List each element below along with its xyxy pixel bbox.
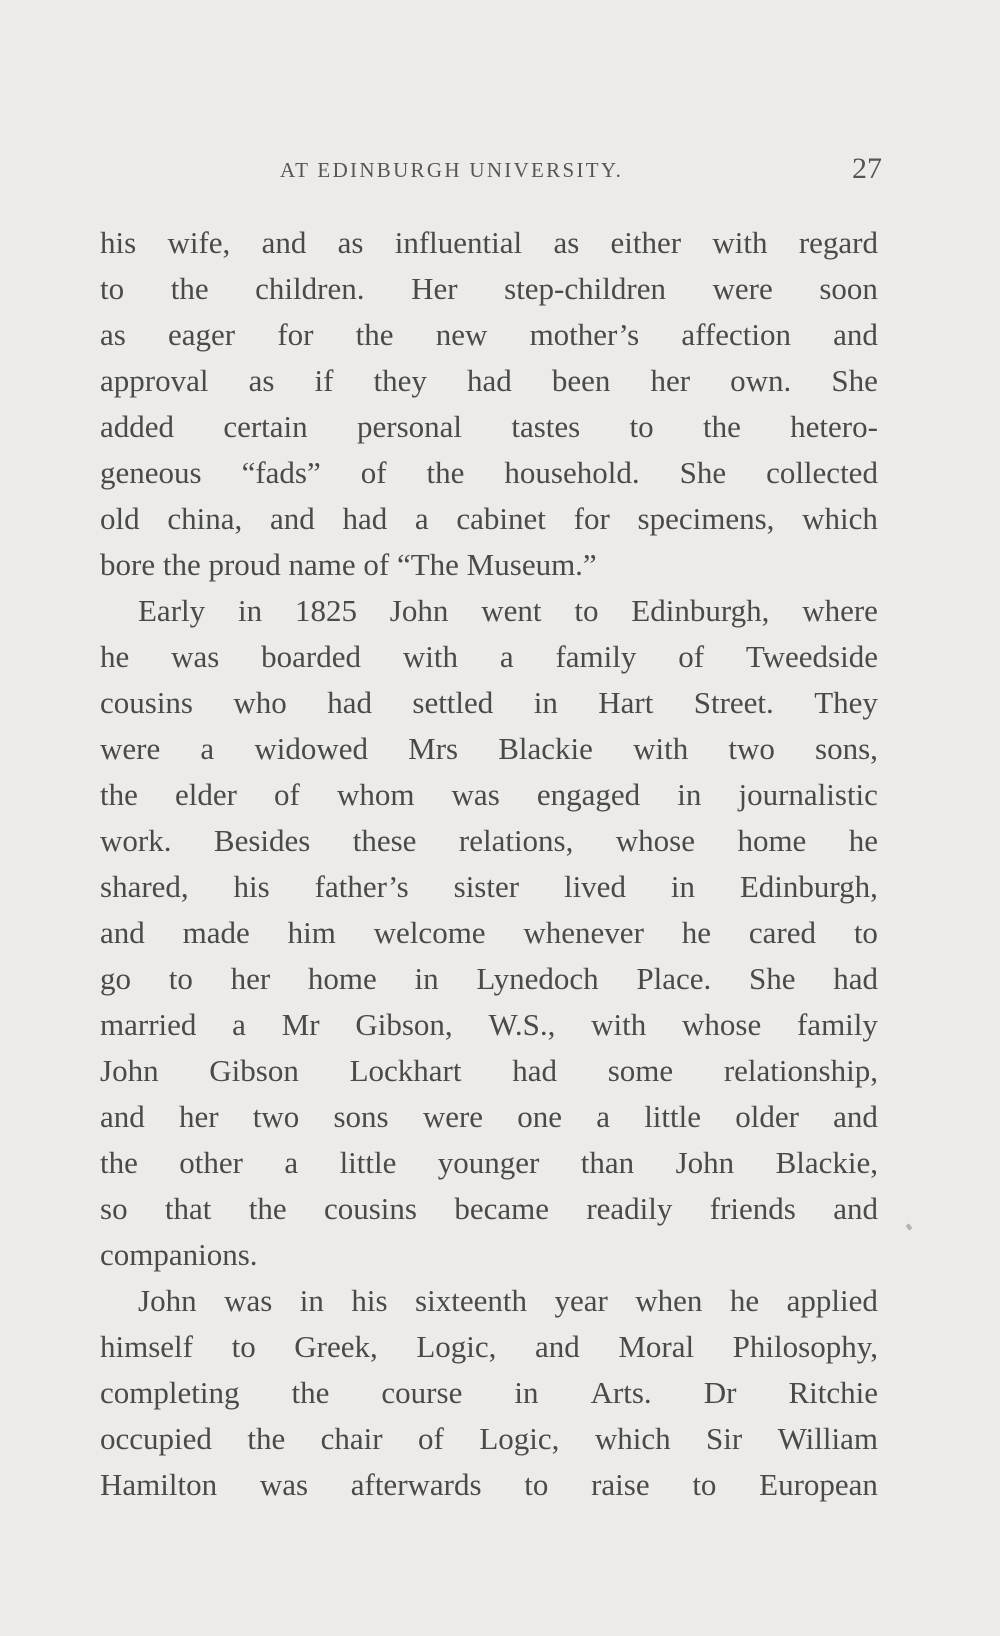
text-line — [100, 312, 878, 358]
word: to — [168, 961, 193, 996]
word: to — [574, 593, 599, 628]
text-line — [100, 588, 878, 634]
word: the — [291, 1375, 330, 1410]
text-line — [100, 864, 878, 910]
word: mother’s — [529, 317, 640, 352]
word: had — [466, 363, 512, 398]
word: other — [179, 1145, 243, 1180]
word: hetero- — [790, 409, 878, 444]
text-line — [100, 680, 878, 726]
word: W.S., — [488, 1007, 556, 1042]
text-line — [100, 772, 878, 818]
word: certain — [223, 409, 308, 444]
text-line — [100, 1462, 878, 1508]
text-line — [100, 634, 878, 680]
word: family — [796, 1007, 878, 1042]
word: the — [426, 455, 465, 490]
word: Hamilton — [100, 1467, 218, 1502]
word: Sir — [706, 1421, 743, 1456]
word: and — [833, 1099, 878, 1134]
word: William — [777, 1421, 878, 1456]
word: his — [351, 1283, 388, 1318]
word: regard — [798, 225, 878, 260]
word: welcome — [373, 915, 486, 950]
word: and — [100, 915, 145, 950]
word: whenever — [523, 915, 644, 950]
word: for — [573, 501, 610, 536]
word: She — [749, 961, 796, 996]
word: had — [512, 1053, 557, 1088]
word: was — [224, 1283, 273, 1318]
word: sixteenth — [415, 1283, 527, 1318]
word: home — [307, 961, 377, 996]
word: Edinburgh, — [739, 869, 878, 904]
word: lived — [563, 869, 626, 904]
word: completing — [100, 1375, 240, 1410]
word: Besides — [213, 823, 311, 858]
word: some — [607, 1053, 674, 1088]
word: Blackie — [498, 731, 593, 766]
word: his — [233, 869, 270, 904]
word: cared — [748, 915, 816, 950]
word: engaged — [536, 777, 641, 812]
word: her — [178, 1099, 219, 1134]
word: cabinet — [456, 501, 546, 536]
word: Blackie, — [775, 1145, 878, 1180]
word: himself — [100, 1329, 193, 1364]
word: added — [100, 409, 175, 444]
word: John — [389, 593, 449, 628]
word: afterwards — [350, 1467, 482, 1502]
word: in — [533, 685, 558, 720]
word: a — [200, 731, 215, 766]
word: a — [596, 1099, 610, 1134]
word: They — [814, 685, 878, 720]
word: course — [381, 1375, 463, 1410]
word: home — [737, 823, 807, 858]
word: occupied — [100, 1421, 212, 1456]
word: went — [481, 593, 542, 628]
word: the — [100, 1145, 138, 1180]
word: the — [355, 317, 394, 352]
word: who — [233, 685, 287, 720]
word: of — [418, 1421, 444, 1456]
text-line — [100, 1416, 878, 1462]
word: go — [100, 961, 131, 996]
word: Her — [411, 271, 458, 306]
word: in — [514, 1375, 539, 1410]
word: Arts. — [590, 1375, 652, 1410]
word: were — [712, 271, 773, 306]
word: specimens, — [637, 501, 775, 536]
word: of — [678, 639, 705, 674]
text-line — [100, 1002, 878, 1048]
word: the — [702, 409, 741, 444]
word: Greek, — [294, 1329, 378, 1364]
word: Street. — [693, 685, 774, 720]
word: sons — [333, 1099, 389, 1134]
word: Tweedside — [745, 639, 878, 674]
word: John — [138, 1283, 197, 1318]
word: household. — [504, 455, 640, 490]
word: and — [269, 501, 315, 536]
running-head — [100, 152, 880, 192]
word: for — [277, 317, 314, 352]
word: his — [100, 225, 137, 260]
text-line — [100, 496, 878, 542]
page-number: 27 — [852, 152, 882, 185]
word: china, — [167, 501, 243, 536]
word: boarded — [261, 639, 362, 674]
word: personal — [356, 409, 463, 444]
word: he — [848, 823, 878, 858]
word: She — [679, 455, 727, 490]
word: which — [594, 1421, 671, 1456]
word: new — [435, 317, 488, 352]
text-line — [100, 1370, 878, 1416]
word: chair — [320, 1421, 383, 1456]
body-text — [100, 220, 878, 1508]
text-line — [100, 1094, 878, 1140]
word: Gibson — [209, 1053, 299, 1088]
word: year — [554, 1283, 608, 1318]
word: her — [230, 961, 271, 996]
word: two — [728, 731, 775, 766]
word: whose — [682, 1007, 762, 1042]
word: European — [759, 1467, 878, 1502]
word: with — [712, 225, 768, 260]
text-line — [100, 726, 878, 772]
word: made — [182, 915, 250, 950]
word: so — [100, 1191, 128, 1226]
word: John — [675, 1145, 735, 1180]
word: whose — [615, 823, 696, 858]
word: one — [517, 1099, 563, 1134]
word: and — [833, 317, 878, 352]
word: and — [261, 225, 307, 260]
word: influential — [394, 225, 523, 260]
text-line: bore the proud name of “The Museum.” — [100, 547, 597, 582]
word: her — [650, 363, 691, 398]
word: than — [580, 1145, 635, 1180]
word: if — [314, 363, 334, 398]
text-line — [100, 956, 878, 1002]
word: a — [284, 1145, 299, 1180]
text-line — [100, 1140, 878, 1186]
word: little — [644, 1099, 702, 1134]
text-line: companions. — [100, 1237, 258, 1272]
word: were — [100, 731, 161, 766]
word: cousins — [100, 685, 193, 720]
word: to — [231, 1329, 256, 1364]
word: Place. — [636, 961, 712, 996]
word: Gibson, — [355, 1007, 453, 1042]
word: the — [170, 271, 209, 306]
word: Logic, — [416, 1329, 497, 1364]
word: was — [171, 639, 220, 674]
word: She — [831, 363, 878, 398]
word: tastes — [511, 409, 581, 444]
marginal-mark — [906, 1223, 913, 1230]
word: John — [100, 1053, 159, 1088]
word: Moral — [618, 1329, 695, 1364]
word: was — [451, 777, 500, 812]
word: friends — [709, 1191, 796, 1226]
word: were — [422, 1099, 484, 1134]
word: Mrs — [408, 731, 459, 766]
word: that — [164, 1191, 212, 1226]
running-title: AT EDINBURGH UNIVERSITY. — [280, 158, 624, 182]
word: cousins — [323, 1191, 417, 1226]
word: sister — [453, 869, 520, 904]
word: of — [274, 777, 300, 812]
word: two — [252, 1099, 300, 1134]
word: old — [100, 501, 140, 536]
word: and — [100, 1099, 145, 1134]
word: to — [524, 1467, 549, 1502]
word: the — [100, 777, 138, 812]
word: was — [259, 1467, 309, 1502]
word: in — [670, 869, 695, 904]
word: either — [610, 225, 682, 260]
text-line — [100, 404, 878, 450]
word: to — [692, 1467, 717, 1502]
text-line — [100, 1048, 878, 1094]
word: became — [454, 1191, 549, 1226]
word: wife, — [167, 225, 231, 260]
word: whom — [336, 777, 415, 812]
text-line — [100, 818, 878, 864]
word: work. — [100, 823, 172, 858]
word: relations, — [458, 823, 574, 858]
word: the — [247, 1421, 286, 1456]
word: to — [100, 271, 125, 306]
word: of — [360, 455, 387, 490]
word: elder — [174, 777, 237, 812]
word: in — [677, 777, 702, 812]
word: the — [248, 1191, 287, 1226]
word: Philosophy, — [732, 1329, 878, 1364]
word: raise — [591, 1467, 650, 1502]
text-line — [100, 1278, 878, 1324]
word: with — [633, 731, 689, 766]
word: had — [327, 685, 372, 720]
word: in — [237, 593, 263, 628]
word: Mr — [281, 1007, 320, 1042]
word: own. — [730, 363, 792, 398]
word: he — [681, 915, 712, 950]
word: with — [402, 639, 458, 674]
word: which — [802, 501, 878, 536]
word: Logic, — [479, 1421, 560, 1456]
word: little — [339, 1145, 397, 1180]
word: family — [555, 639, 637, 674]
word: widowed — [254, 731, 368, 766]
word: where — [802, 593, 878, 628]
word: shared, — [100, 869, 189, 904]
word: Dr — [703, 1375, 737, 1410]
word: relationship, — [723, 1053, 878, 1088]
word: to — [629, 409, 654, 444]
word: Hart — [598, 685, 654, 720]
word: collected — [766, 455, 878, 490]
word: a — [232, 1007, 246, 1042]
word: children. — [255, 271, 365, 306]
word: been — [551, 363, 611, 398]
word: eager — [168, 317, 236, 352]
word: with — [591, 1007, 647, 1042]
word: Early — [138, 593, 206, 628]
text-line — [100, 1324, 878, 1370]
word: as — [248, 363, 275, 398]
word: “fads” — [241, 455, 321, 490]
word: and — [534, 1329, 580, 1364]
word: soon — [819, 271, 878, 306]
text-line — [100, 266, 878, 312]
word: to — [853, 915, 878, 950]
word: a — [499, 639, 514, 674]
word: Ritchie — [788, 1375, 878, 1410]
text-line — [100, 910, 878, 956]
word: he — [100, 639, 130, 674]
word: married — [100, 1007, 197, 1042]
word: these — [352, 823, 417, 858]
word: had — [342, 501, 388, 536]
text-line — [100, 358, 878, 404]
word: had — [833, 961, 878, 996]
word: journalistic — [738, 777, 878, 812]
word: younger — [437, 1145, 540, 1180]
word: Lynedoch — [476, 961, 599, 996]
word: as — [553, 225, 580, 260]
word: Lockhart — [349, 1053, 462, 1088]
word: 1825 — [294, 593, 357, 628]
word: he — [729, 1283, 760, 1318]
word: when — [635, 1283, 703, 1318]
word: a — [414, 501, 429, 536]
text-line — [100, 220, 878, 266]
word: older — [735, 1099, 799, 1134]
word: readily — [586, 1191, 673, 1226]
word: sons, — [815, 731, 878, 766]
word: as — [100, 317, 126, 352]
word: settled — [412, 685, 494, 720]
word: Edinburgh, — [631, 593, 770, 628]
word: step-children — [504, 271, 666, 306]
word: as — [337, 225, 364, 260]
text-line — [100, 450, 878, 496]
word: in — [414, 961, 439, 996]
word: in — [299, 1283, 324, 1318]
word: applied — [786, 1283, 878, 1318]
word: and — [833, 1191, 878, 1226]
word: father’s — [314, 869, 409, 904]
word: approval — [100, 363, 209, 398]
word: him — [287, 915, 336, 950]
word: geneous — [100, 455, 202, 490]
word: affection — [681, 317, 791, 352]
word: they — [373, 363, 427, 398]
text-line — [100, 1186, 878, 1232]
